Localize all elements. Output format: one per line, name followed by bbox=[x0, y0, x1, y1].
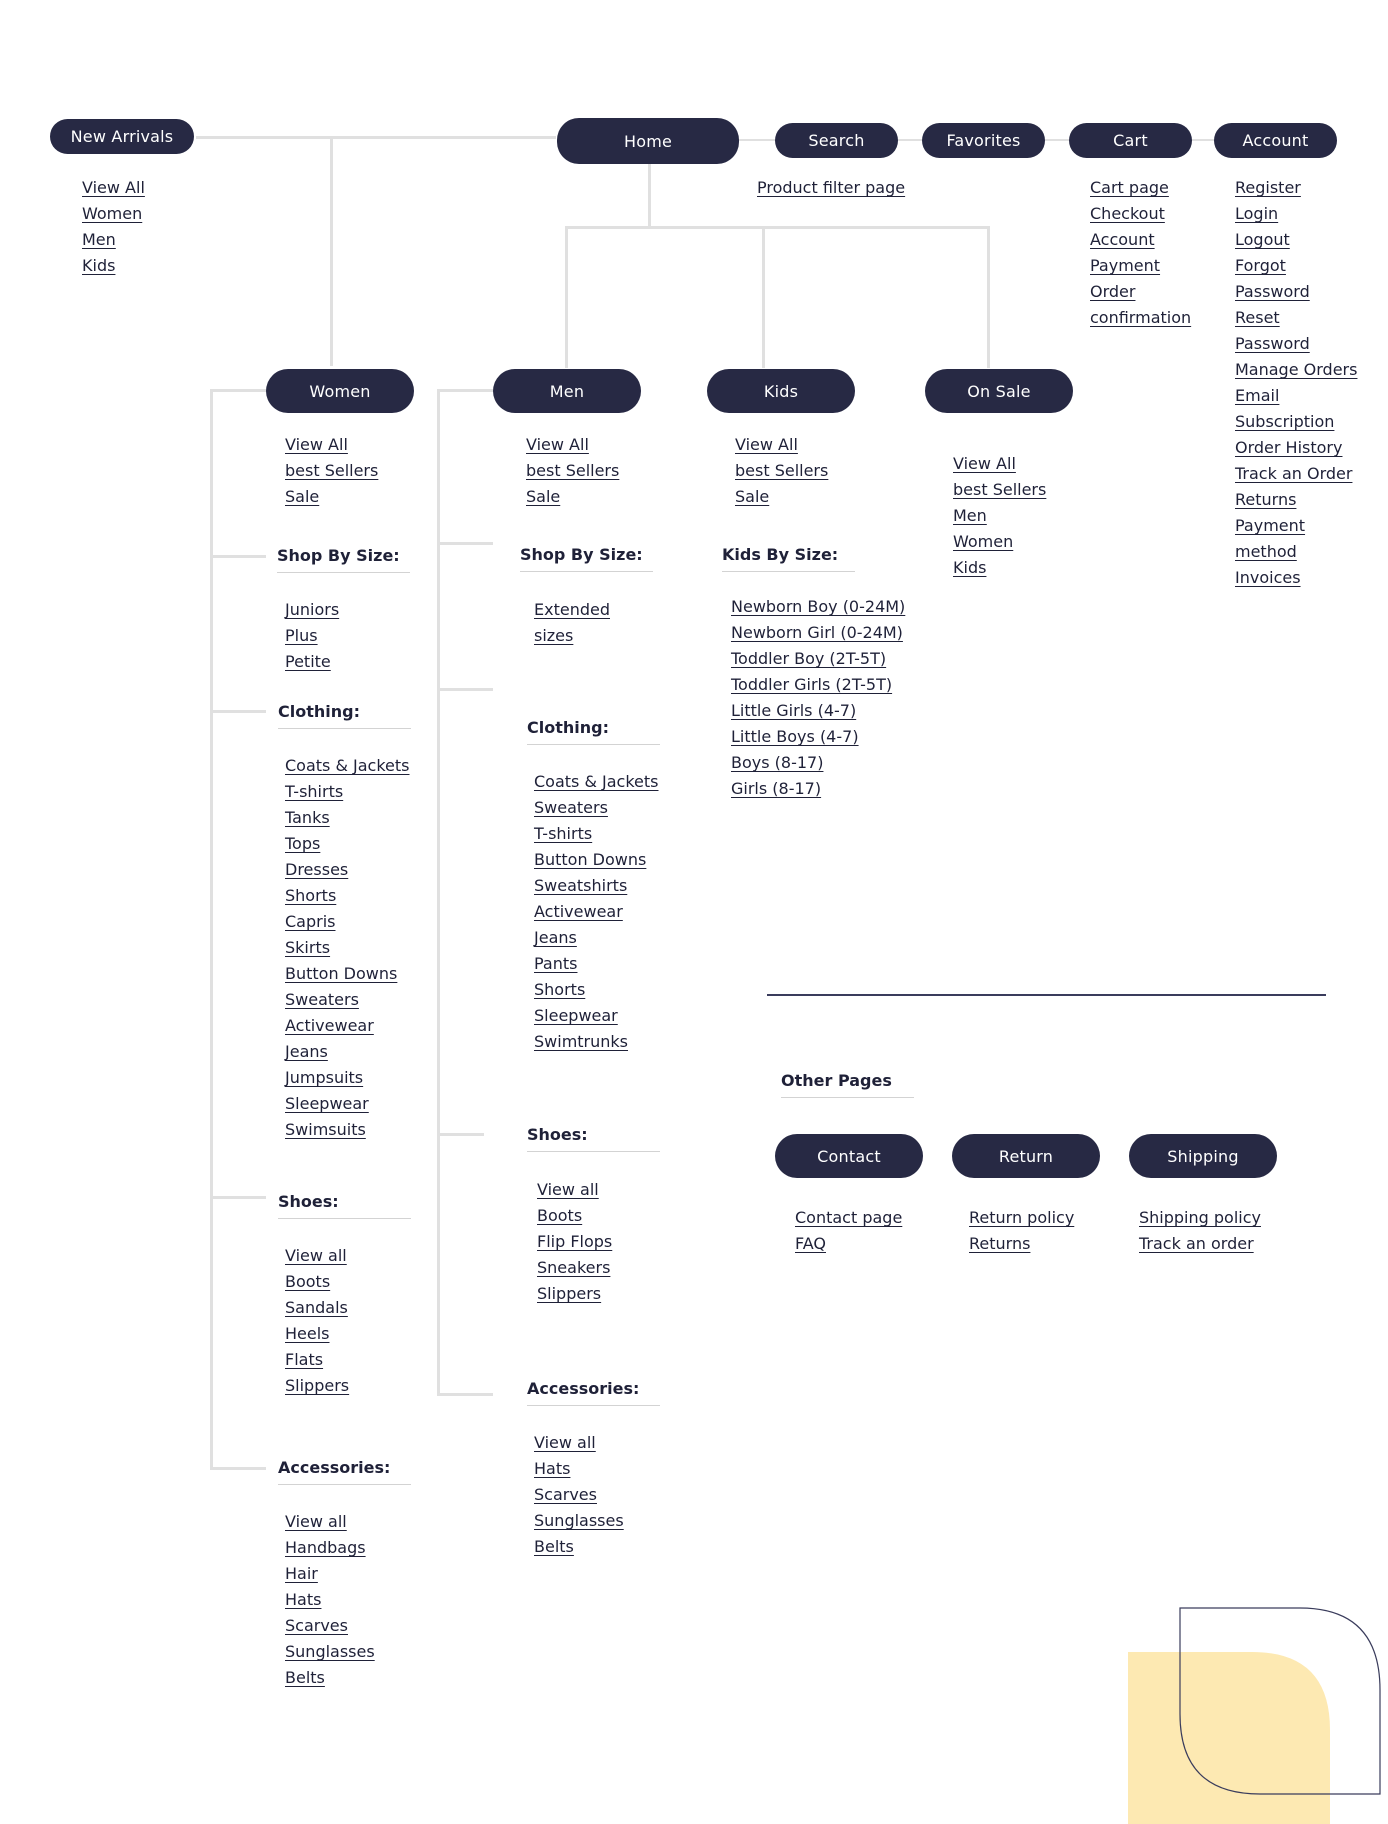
page-link[interactable]: Hair bbox=[285, 1564, 318, 1583]
page-link[interactable]: Flats bbox=[285, 1350, 324, 1369]
page-link[interactable]: Sweaters bbox=[534, 798, 608, 817]
page-link[interactable]: Men bbox=[82, 230, 116, 249]
men-accessories-links bbox=[534, 1430, 624, 1560]
women-node[interactable]: Women bbox=[266, 369, 414, 413]
account-node[interactable]: Account bbox=[1214, 123, 1337, 158]
men-size-links bbox=[534, 597, 610, 649]
page-link[interactable]: Swimtrunks bbox=[534, 1032, 629, 1051]
page-link[interactable]: best Sellers bbox=[735, 461, 829, 480]
shipping-links bbox=[1139, 1205, 1261, 1257]
page-link[interactable]: Sale bbox=[735, 487, 770, 506]
new-arrivals-node[interactable]: New Arrivals bbox=[50, 119, 194, 154]
page-link[interactable]: Plus bbox=[285, 626, 318, 645]
search-node[interactable]: Search bbox=[775, 123, 898, 158]
women-clothing-heading: Clothing: bbox=[278, 702, 360, 729]
page-link[interactable]: Returns bbox=[1235, 490, 1297, 509]
page-link[interactable]: Returns bbox=[969, 1234, 1031, 1253]
contact-node[interactable]: Contact bbox=[775, 1134, 923, 1178]
women-shoes-heading: Shoes: bbox=[278, 1192, 339, 1219]
women-shop-by-size-heading: Shop By Size: bbox=[277, 546, 400, 573]
page-link[interactable]: Login bbox=[1235, 204, 1279, 223]
connector-line bbox=[210, 1467, 266, 1470]
connector-line bbox=[437, 542, 493, 545]
page-link[interactable]: Coats & Jackets bbox=[534, 772, 659, 791]
page-link[interactable]: Skirts bbox=[285, 938, 331, 957]
page-link[interactable]: Contact page bbox=[795, 1208, 903, 1227]
page-link[interactable]: Password bbox=[1235, 334, 1310, 353]
connector-line bbox=[210, 389, 213, 1469]
page-link[interactable]: Order History bbox=[1235, 438, 1343, 457]
connector-line bbox=[565, 226, 568, 368]
page-link[interactable]: best Sellers bbox=[285, 461, 379, 480]
search-links bbox=[757, 175, 905, 201]
page-link[interactable]: Hats bbox=[285, 1590, 322, 1609]
page-link[interactable]: Girls (8-17) bbox=[731, 779, 822, 798]
women-size-links bbox=[285, 597, 339, 675]
page-link[interactable]: Shorts bbox=[534, 980, 586, 999]
page-link[interactable]: Capris bbox=[285, 912, 336, 931]
page-link[interactable]: Activewear bbox=[534, 902, 623, 921]
section-divider bbox=[767, 994, 1326, 996]
connector-line bbox=[648, 164, 651, 228]
page-link[interactable]: Handbags bbox=[285, 1538, 366, 1557]
connector-line bbox=[762, 226, 765, 368]
kids-node[interactable]: Kids bbox=[707, 369, 855, 413]
page-link[interactable]: Kids bbox=[953, 558, 987, 577]
page-link[interactable]: Coats & Jackets bbox=[285, 756, 410, 775]
page-link[interactable]: Register bbox=[1235, 178, 1301, 197]
page-link[interactable]: Return policy bbox=[969, 1208, 1075, 1227]
page-link[interactable]: Payment bbox=[1090, 256, 1161, 275]
kids-size-links bbox=[731, 594, 905, 802]
page-link[interactable]: Forgot bbox=[1235, 256, 1286, 275]
page-link[interactable]: confirmation bbox=[1090, 308, 1192, 327]
cart-links bbox=[1090, 175, 1191, 331]
page-link[interactable]: Tops bbox=[285, 834, 321, 853]
page-link[interactable]: Order bbox=[1090, 282, 1136, 301]
cart-node[interactable]: Cart bbox=[1069, 123, 1192, 158]
page-link[interactable]: View All bbox=[735, 435, 798, 454]
page-link[interactable]: T-shirts bbox=[534, 824, 593, 843]
men-accessories-heading: Accessories: bbox=[527, 1379, 639, 1406]
return-node[interactable]: Return bbox=[952, 1134, 1100, 1178]
connector-line bbox=[210, 555, 266, 558]
connector-line bbox=[210, 389, 266, 392]
page-link[interactable]: Reset bbox=[1235, 308, 1280, 327]
account-links bbox=[1235, 175, 1357, 591]
page-link[interactable]: Checkout bbox=[1090, 204, 1165, 223]
page-link[interactable]: View all bbox=[285, 1246, 347, 1265]
page-link[interactable]: Pants bbox=[534, 954, 578, 973]
page-link[interactable]: Sunglasses bbox=[285, 1642, 375, 1661]
page-link[interactable]: Sleepwear bbox=[534, 1006, 618, 1025]
men-shoes-heading: Shoes: bbox=[527, 1125, 588, 1152]
page-link[interactable]: Belts bbox=[285, 1668, 325, 1687]
connector-line bbox=[437, 389, 493, 392]
page-link[interactable]: Email bbox=[1235, 386, 1280, 405]
page-link[interactable]: Swimsuits bbox=[285, 1120, 366, 1139]
page-link[interactable]: Flip Flops bbox=[537, 1232, 613, 1251]
page-link[interactable]: T-shirts bbox=[285, 782, 344, 801]
women-accessories-heading: Accessories: bbox=[278, 1458, 390, 1485]
home-node[interactable]: Home bbox=[557, 118, 739, 164]
page-link[interactable]: Sandals bbox=[285, 1298, 348, 1317]
page-link[interactable]: Men bbox=[953, 506, 987, 525]
page-link[interactable]: Invoices bbox=[1235, 568, 1301, 587]
page-link[interactable]: Little Girls (4-7) bbox=[731, 701, 857, 720]
page-link[interactable]: Shipping policy bbox=[1139, 1208, 1261, 1227]
women-clothing-links bbox=[285, 753, 410, 1143]
page-link[interactable]: Boots bbox=[285, 1272, 331, 1291]
page-link[interactable]: Juniors bbox=[285, 600, 340, 619]
page-link[interactable]: View all bbox=[285, 1512, 347, 1531]
corner-decoration bbox=[1120, 1600, 1388, 1824]
page-link[interactable]: Petite bbox=[285, 652, 331, 671]
page-link[interactable]: Shorts bbox=[285, 886, 337, 905]
connector-line bbox=[896, 139, 923, 141]
page-link[interactable]: Sunglasses bbox=[534, 1511, 624, 1530]
on-sale-node[interactable]: On Sale bbox=[925, 369, 1073, 413]
return-links bbox=[969, 1205, 1074, 1257]
page-link[interactable]: Button Downs bbox=[534, 850, 647, 869]
page-link[interactable]: Boys (8-17) bbox=[731, 753, 824, 772]
page-link[interactable]: View All bbox=[82, 178, 145, 197]
page-link[interactable]: Scarves bbox=[285, 1616, 348, 1635]
page-link[interactable]: Password bbox=[1235, 282, 1310, 301]
other-pages-heading: Other Pages bbox=[781, 1071, 892, 1098]
new-arrivals-links bbox=[82, 175, 145, 279]
page-link[interactable]: Newborn Girl (0-24M) bbox=[731, 623, 903, 642]
page-link[interactable]: Sweaters bbox=[285, 990, 359, 1009]
page-link[interactable]: Jumpsuits bbox=[285, 1068, 364, 1087]
women-top-links bbox=[285, 432, 378, 510]
page-link[interactable]: Extended bbox=[534, 600, 610, 619]
yellow-shape bbox=[1128, 1652, 1330, 1824]
connector-line bbox=[437, 688, 493, 691]
connector-line bbox=[210, 710, 266, 713]
women-shoes-links bbox=[285, 1243, 349, 1399]
kids-top-links bbox=[735, 432, 828, 510]
connector-line bbox=[210, 1196, 266, 1199]
connector-line bbox=[565, 226, 990, 229]
page-link[interactable]: Cart page bbox=[1090, 178, 1169, 197]
page-link[interactable]: Sleepwear bbox=[285, 1094, 369, 1113]
page-link[interactable]: Sneakers bbox=[537, 1258, 611, 1277]
page-link[interactable]: Button Downs bbox=[285, 964, 398, 983]
men-clothing-links bbox=[534, 769, 659, 1055]
page-link[interactable]: Dresses bbox=[285, 860, 349, 879]
page-link[interactable]: Belts bbox=[534, 1537, 574, 1556]
page-link[interactable]: Slippers bbox=[285, 1376, 350, 1395]
page-link[interactable]: Women bbox=[953, 532, 1014, 551]
page-link[interactable]: Track an Order bbox=[1235, 464, 1353, 483]
page-link[interactable]: Sale bbox=[526, 487, 561, 506]
contact-links bbox=[795, 1205, 902, 1257]
page-link[interactable]: Slippers bbox=[537, 1284, 602, 1303]
page-link[interactable]: Jeans bbox=[285, 1042, 328, 1061]
connector-line bbox=[737, 139, 777, 141]
page-link[interactable]: Heels bbox=[285, 1324, 330, 1343]
page-link[interactable]: Scarves bbox=[534, 1485, 597, 1504]
page-link[interactable]: Product filter page bbox=[757, 178, 906, 197]
page-link[interactable]: Account bbox=[1090, 230, 1155, 249]
men-top-links bbox=[526, 432, 619, 510]
page-link[interactable]: Hats bbox=[534, 1459, 571, 1478]
kids-by-size-heading: Kids By Size: bbox=[722, 545, 838, 572]
connector-line bbox=[330, 136, 333, 366]
men-shoes-links bbox=[537, 1177, 612, 1307]
page-link[interactable]: Sale bbox=[285, 487, 320, 506]
page-link[interactable]: Newborn Boy (0-24M) bbox=[731, 597, 906, 616]
page-link[interactable]: Kids bbox=[82, 256, 116, 275]
page-link[interactable]: View all bbox=[534, 1433, 596, 1452]
favorites-node[interactable]: Favorites bbox=[922, 123, 1045, 158]
page-link[interactable]: Logout bbox=[1235, 230, 1290, 249]
page-link[interactable]: View All bbox=[526, 435, 589, 454]
page-link[interactable]: Activewear bbox=[285, 1016, 374, 1035]
page-link[interactable]: best Sellers bbox=[953, 480, 1047, 499]
connector-line bbox=[437, 389, 440, 1396]
shipping-node[interactable]: Shipping bbox=[1129, 1134, 1277, 1178]
page-link[interactable]: Boots bbox=[537, 1206, 583, 1225]
page-link[interactable]: View all bbox=[537, 1180, 599, 1199]
page-link[interactable]: Manage Orders bbox=[1235, 360, 1358, 379]
page-link[interactable]: method bbox=[1235, 542, 1297, 561]
women-accessories-links bbox=[285, 1509, 375, 1691]
connector-line bbox=[196, 136, 556, 139]
connector-line bbox=[987, 226, 990, 368]
page-link[interactable]: FAQ bbox=[795, 1234, 826, 1253]
page-link[interactable]: Subscription bbox=[1235, 412, 1335, 431]
page-link[interactable]: View All bbox=[953, 454, 1016, 473]
page-link[interactable]: Track an order bbox=[1139, 1234, 1254, 1253]
page-link[interactable]: Toddler Boy (2T-5T) bbox=[731, 649, 887, 668]
page-link[interactable]: best Sellers bbox=[526, 461, 620, 480]
connector-line bbox=[1191, 139, 1215, 141]
connector-line bbox=[437, 1393, 493, 1396]
page-link[interactable]: View All bbox=[285, 435, 348, 454]
page-link[interactable]: Payment bbox=[1235, 516, 1306, 535]
page-link[interactable]: Women bbox=[82, 204, 143, 223]
on-sale-links bbox=[953, 451, 1046, 581]
page-link[interactable]: Tanks bbox=[285, 808, 330, 827]
men-node[interactable]: Men bbox=[493, 369, 641, 413]
page-link[interactable]: sizes bbox=[534, 626, 574, 645]
page-link[interactable]: Jeans bbox=[534, 928, 577, 947]
connector-line bbox=[1044, 139, 1071, 141]
connector-line bbox=[437, 1133, 484, 1136]
men-shop-by-size-heading: Shop By Size: bbox=[520, 545, 643, 572]
page-link[interactable]: Sweatshirts bbox=[534, 876, 628, 895]
page-link[interactable]: Little Boys (4-7) bbox=[731, 727, 859, 746]
men-clothing-heading: Clothing: bbox=[527, 718, 609, 745]
page-link[interactable]: Toddler Girls (2T-5T) bbox=[731, 675, 893, 694]
